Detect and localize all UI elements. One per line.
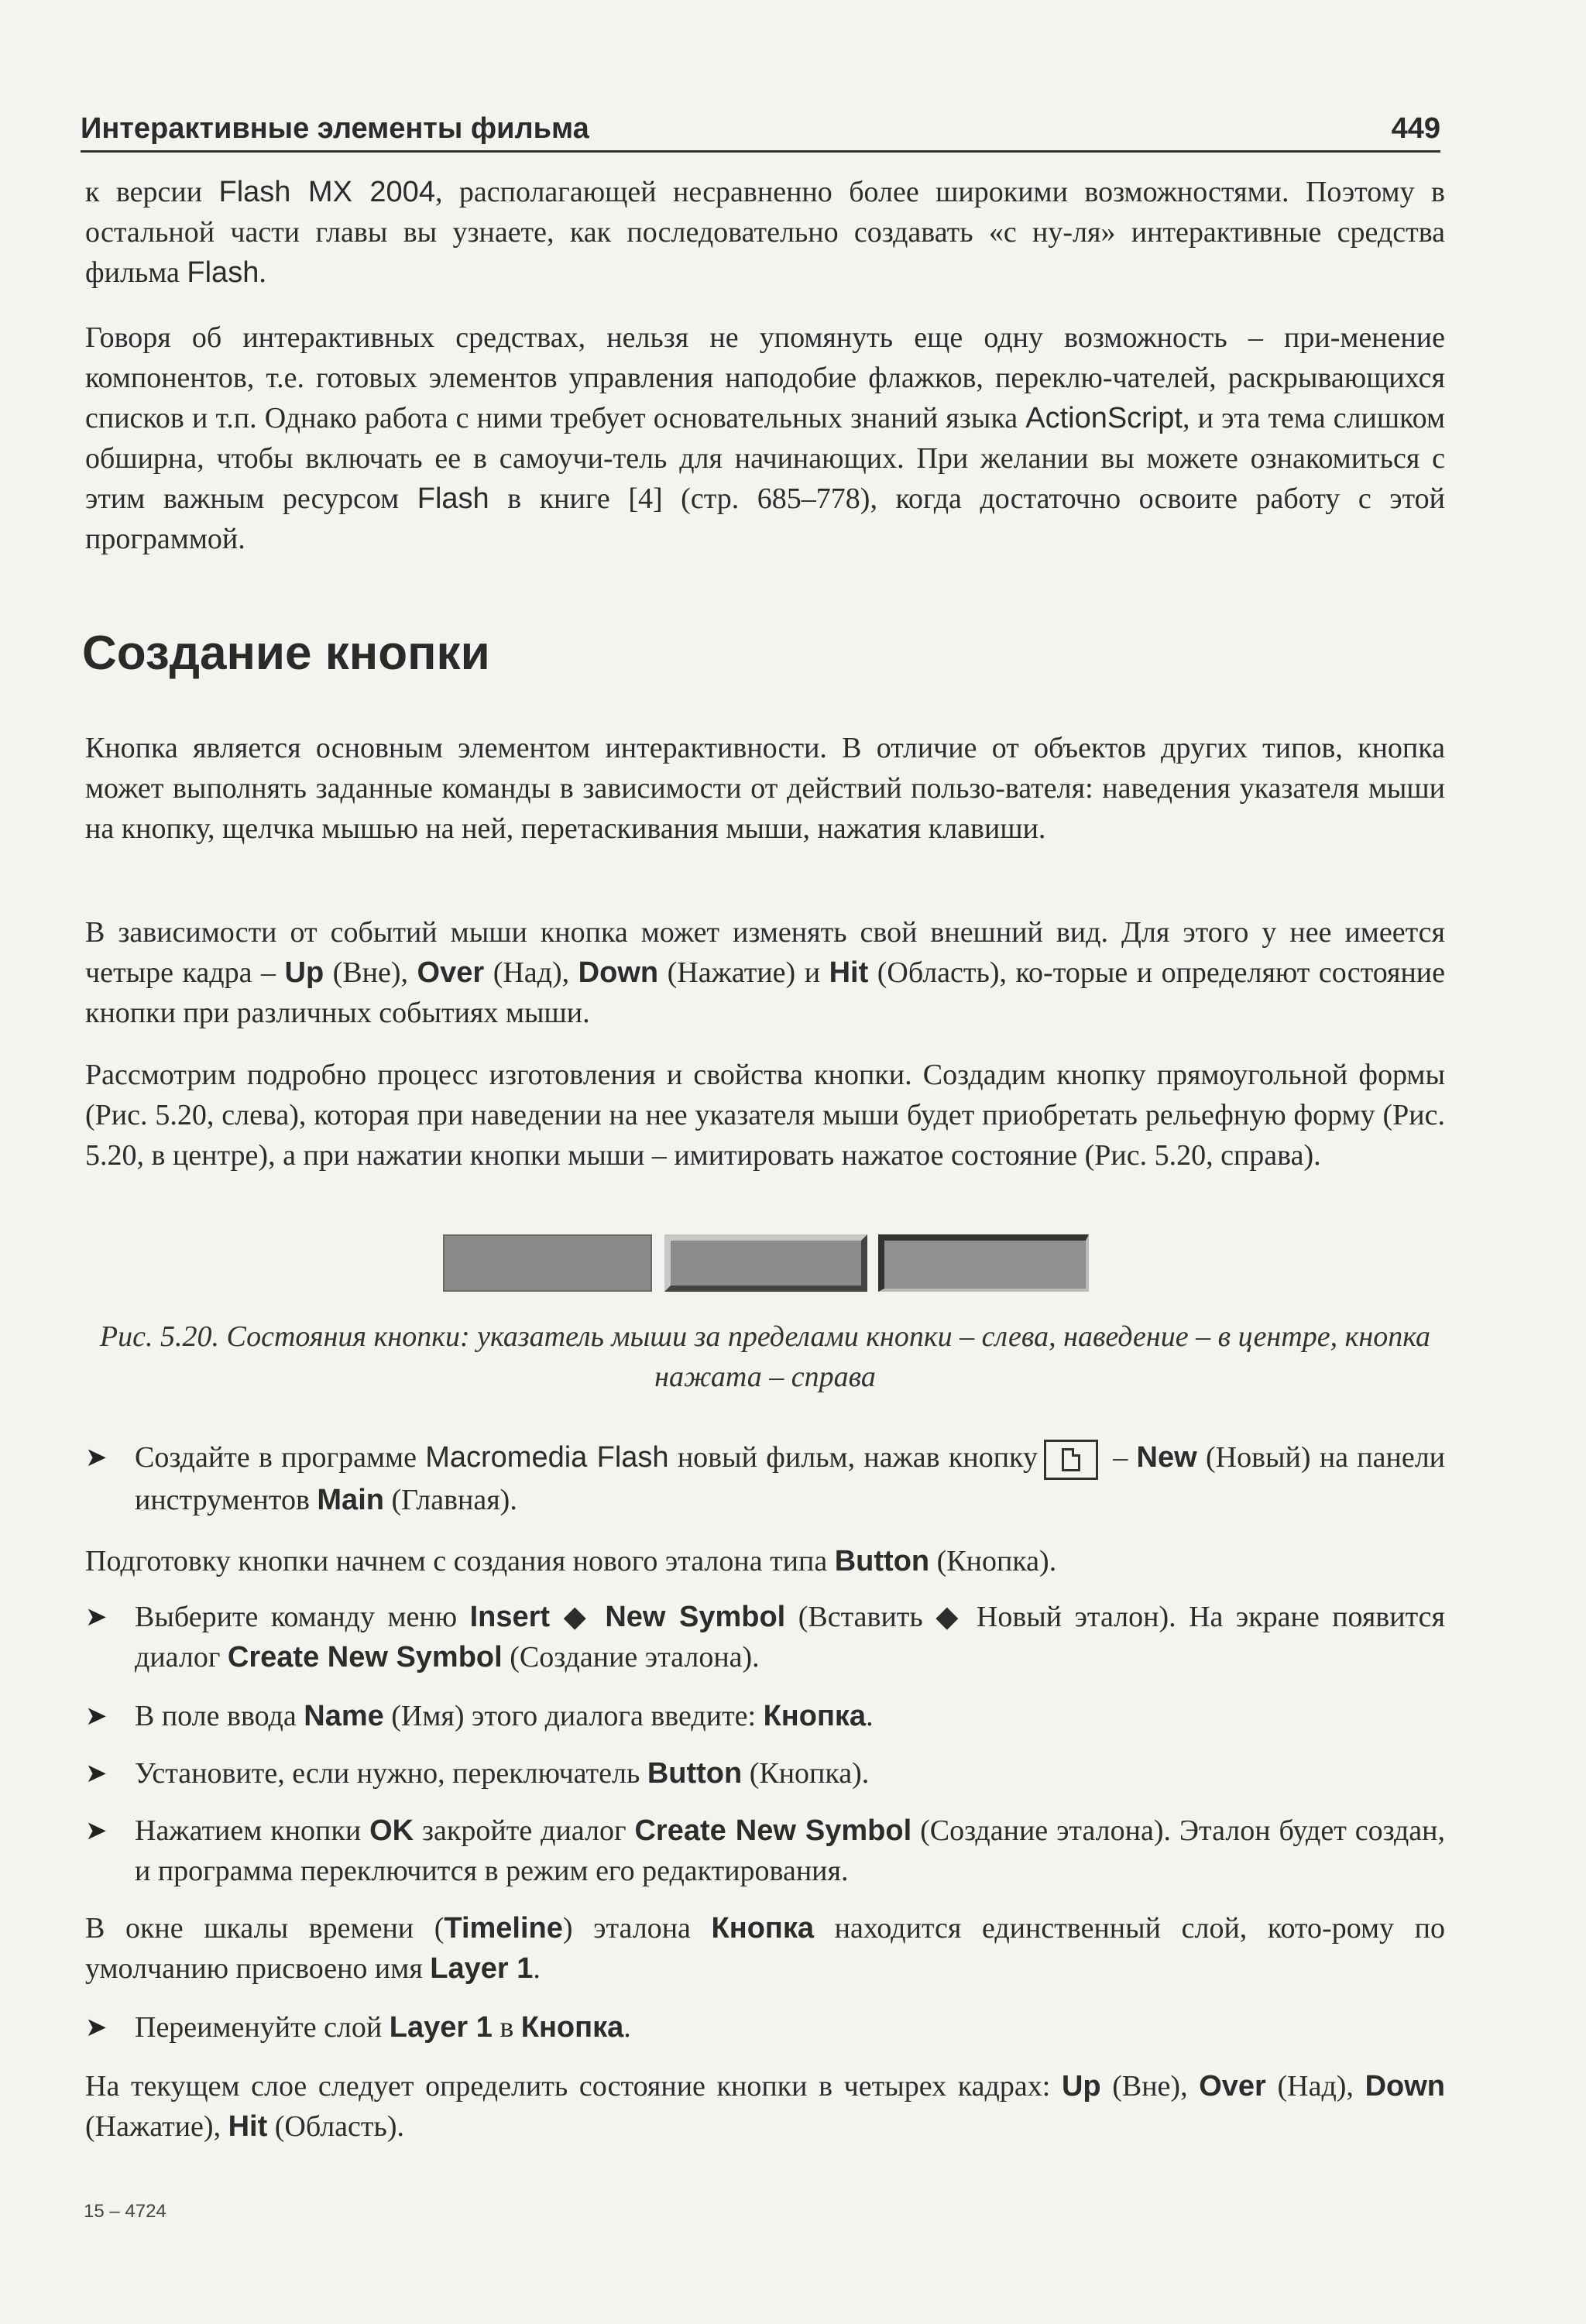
text: На текущем слое следует определить состояние кнопки в четырех кадрах: — [85, 2070, 1062, 2103]
product-name: Macromedia Flash — [425, 1441, 669, 1474]
bullet-arrow-icon: ➤ — [85, 1442, 108, 1473]
text: – — [1104, 1441, 1137, 1474]
new-button-label: New — [1136, 1441, 1197, 1474]
text: В окне шкалы времени ( — [85, 1912, 445, 1945]
panel-name: Timeline — [444, 1912, 563, 1945]
text: Установите, если нужно, переключатель — [135, 1757, 647, 1790]
intro-paragraph-1 — [85, 172, 1445, 293]
text: (Над), — [1265, 2070, 1365, 2103]
switch-name: Button — [647, 1757, 743, 1790]
text: (Кнопка). — [742, 1757, 870, 1790]
intro-paragraph-2 — [85, 318, 1445, 559]
button-state-down — [878, 1234, 1089, 1292]
text: (Область). — [267, 2110, 405, 2143]
frame-hit: Hit — [228, 2110, 268, 2143]
text: находится единственный слой, кото-рому по умолчанию присвоено имя — [85, 1912, 1445, 1985]
product-name: Flash — [187, 256, 259, 289]
bullet-arrow-icon: ➤ — [85, 1601, 108, 1632]
text: (Область), ко-торые и определяют состояние кнопки при различных событиях мыши. — [85, 956, 1446, 1029]
ok-button-label: OK — [369, 1814, 414, 1847]
frame-down: Down — [578, 956, 659, 989]
language-name: ActionScript — [1025, 402, 1183, 434]
text: (Вставить ◆ Новый эталон). На экране появится диалог — [135, 1601, 1445, 1673]
frame-over: Over — [417, 956, 485, 989]
header-title: Интерактивные элементы фильма — [81, 112, 589, 145]
text: (Создание эталона). Эталон будет создан, и программа переключится в режим его редактирования. — [135, 1814, 1445, 1887]
step-6 — [85, 2007, 1445, 2048]
dialog-name: Create New Symbol — [634, 1814, 912, 1847]
step-3 — [85, 1696, 1445, 1736]
step-4 — [85, 1753, 1445, 1794]
text: Выберите команду меню — [135, 1601, 470, 1633]
text: , и эта тема слишком обширна, чтобы включать ее в самоучи-тель для начинающих. При желании вы можете ознакомиться с этим важным ресурсом — [85, 402, 1445, 515]
field-name: Name — [304, 1700, 384, 1732]
prep-paragraph — [85, 1541, 1445, 1581]
layer-name: Layer 1 — [389, 2011, 493, 2044]
frame-down: Down — [1365, 2070, 1445, 2103]
text: Кнопка является основным элементом интерактивности. В отличие от объектов других типов, кнопка может выполнять заданные команды в зависимости от действий пользо-вателя: наведения указателя мыши на кнопку, щелчка мышью на ней, перетаскивания мыши, нажатия клавиши. — [85, 732, 1445, 845]
figure-caption: Рис. 5.20. Состояния кнопки: указатель мыши за пределами кнопки – слева, наведение – в центре, кнопка нажата – справа — [99, 1320, 1431, 1393]
text: (Над), — [484, 956, 578, 989]
step-1 — [85, 1437, 1445, 1520]
text: Подготовку кнопки начнем с создания нового эталона типа — [85, 1545, 835, 1577]
signature-mark: 15 – 4724 — [84, 2201, 166, 2222]
text: (Вне), — [324, 956, 417, 989]
text: в книге [4] (стр. 685–778), когда достаточно освоите работу с этой программой. — [85, 482, 1445, 555]
text: Нажатием кнопки — [135, 1814, 370, 1847]
product-name: Flash MX 2004 — [218, 176, 435, 208]
frame-up: Up — [284, 956, 324, 989]
page-number: 449 — [1391, 112, 1440, 145]
timeline-paragraph — [85, 1908, 1445, 1989]
text: к версии — [85, 176, 219, 208]
symbol-type: Button — [834, 1545, 930, 1577]
text: (Создание эталона). — [502, 1641, 760, 1673]
field-value: Кнопка — [763, 1700, 867, 1732]
frame-over: Over — [1199, 2070, 1266, 2103]
figure-button-states — [443, 1234, 1089, 1293]
text: Создайте в программе — [135, 1441, 426, 1474]
text: . — [623, 2011, 631, 2044]
text: закройте диалог — [414, 1814, 635, 1847]
text: В поле ввода — [135, 1700, 304, 1732]
section-paragraph-3 — [85, 1055, 1445, 1176]
text: Переименуйте слой — [135, 2011, 390, 2044]
symbol-name: Кнопка — [711, 1912, 815, 1945]
button-state-up — [443, 1234, 652, 1292]
text: (Нажатие), — [85, 2110, 228, 2143]
text: (Нажатие) и — [658, 956, 829, 989]
toolbar-name: Main — [317, 1484, 384, 1517]
frame-hit: Hit — [829, 956, 869, 989]
bullet-arrow-icon: ➤ — [85, 1758, 108, 1789]
text: В зависимости от событий мыши кнопка может изменять свой внешний вид. Для этого у нее имеется четыре кадра – — [85, 916, 1445, 989]
button-state-over — [664, 1234, 867, 1292]
step-5 — [85, 1811, 1445, 1891]
frame-up: Up — [1061, 2070, 1101, 2103]
text: ) эталона — [562, 1912, 712, 1945]
layer-name: Layer 1 — [430, 1952, 534, 1985]
text: (Имя) этого диалога введите: — [383, 1700, 764, 1732]
text: новый фильм, нажав кнопку — [668, 1441, 1038, 1474]
text: (Главная). — [383, 1484, 517, 1517]
bullet-arrow-icon: ➤ — [85, 1815, 108, 1846]
step-2 — [85, 1597, 1445, 1677]
section-paragraph-1 — [85, 728, 1445, 849]
text: Рассмотрим подробно процесс изготовления и свойства кнопки. Создадим кнопку прямоугольной формы (Рис. 5.20, слева), которая при наведении на нее указателя мыши будет приобретать рельефную форму (Рис. 5.20, в центре), а при нажатии кнопки мыши – имитировать нажатое состояние (Рис. 5.20, справа). — [85, 1059, 1445, 1172]
symbol-name: Кнопка — [520, 2011, 624, 2044]
text: . — [259, 256, 266, 289]
text: . — [866, 1700, 874, 1732]
text: . — [533, 1952, 541, 1985]
text: , располагающей несравненно более широкими возможностями. Поэтому в остальной части главы вы узнаете, как последовательно создавать «с ну-ля» интерактивные средства фильма — [85, 176, 1445, 289]
dialog-name: Create New Symbol — [227, 1641, 503, 1673]
bullet-arrow-icon: ➤ — [85, 2012, 108, 2043]
section-heading: Создание кнопки — [82, 626, 490, 680]
product-name: Flash — [417, 482, 489, 515]
text: в — [492, 2011, 521, 2044]
running-header — [81, 108, 1440, 153]
section-paragraph-2 — [85, 912, 1445, 1033]
text: Говоря об интерактивных средствах, нельзя не упомянуть еще одну возможность – при-менение компонентов, т.е. готовых элементов управления наподобие флажков, переклю-чателей, раскрывающихся списков и т.п. Однако работа с ними требует основательных знаний языка — [85, 321, 1445, 434]
final-paragraph — [85, 2066, 1445, 2147]
new-document-icon — [1044, 1440, 1098, 1480]
text: (Новый) на панели инструментов — [135, 1441, 1446, 1517]
bullet-arrow-icon: ➤ — [85, 1701, 108, 1732]
menu-command: Insert ◆ New Symbol — [469, 1601, 786, 1633]
text: (Вне), — [1100, 2070, 1200, 2103]
text: (Кнопка). — [929, 1545, 1057, 1577]
